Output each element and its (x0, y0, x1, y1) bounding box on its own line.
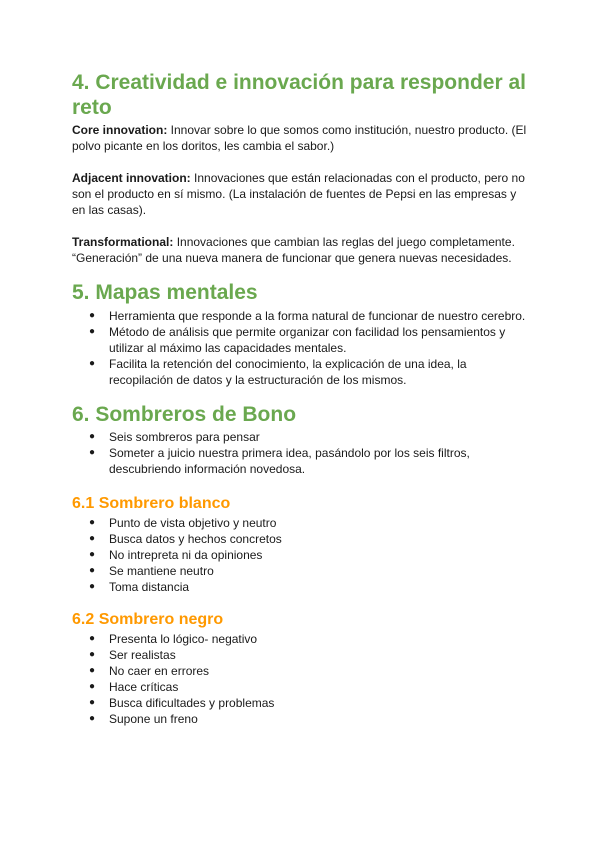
list-item: ● Hace críticas (89, 680, 179, 694)
list-item: ● No intrepreta ni da opiniones (89, 548, 263, 562)
adjacent-innovation-term: Adjacent innovation: (72, 171, 191, 185)
bullet-icon: ● (89, 517, 96, 528)
list-item: ● Busca datos y hechos concretos (89, 532, 282, 546)
section-6-2-title: 6.2 Sombrero negro (72, 611, 224, 628)
list-item: ● Ser realistas (89, 648, 176, 662)
list-item: ● Busca dificultades y problemas (89, 696, 275, 710)
bullet-icon: ● (89, 326, 96, 337)
list-item: ● Facilita la retención del conocimiento, la explicación de una idea, la recopilación de datos y la estructuración de los mismos. (89, 357, 467, 387)
bullet-icon: ● (89, 431, 96, 442)
list-item: ● No caer en errores (89, 664, 210, 678)
bullet-icon: ● (89, 565, 96, 576)
adjacent-innovation-paragraph (72, 170, 532, 218)
section-5-title: 5. Mapas mentales (72, 281, 258, 304)
section-6-2-list (72, 631, 532, 727)
list-item: ● Herramienta que responde a la forma natural de funcionar de nuestro cerebro. (89, 309, 526, 323)
bullet-icon: ● (89, 549, 96, 560)
list-item: ● Toma distancia (89, 580, 190, 594)
section-6-1-title: 6.1 Sombrero blanco (72, 495, 231, 512)
transformational-text: Innovaciones que cambian las reglas del juego completamente. “Generación” de una nueva manera de funcionar que genera nuevas necesidades. (72, 235, 515, 265)
adjacent-innovation-text: Innovaciones que están relacionadas con el producto, pero no son el producto en sí mismo. (La instalación de fuentes de Pepsi en las empresas y en las casas). (72, 171, 525, 217)
core-innovation-paragraph (72, 122, 532, 154)
section-5-list (72, 308, 532, 388)
bullet-icon: ● (89, 633, 96, 644)
bullet-icon: ● (89, 358, 96, 369)
bullet-icon: ● (89, 581, 96, 592)
list-item: ● Seis sombreros para pensar (89, 430, 260, 444)
bullet-icon: ● (89, 665, 96, 676)
bullet-icon: ● (89, 447, 96, 458)
transformational-term: Transformational: (72, 235, 174, 249)
list-item: ● Punto de vista objetivo y neutro (89, 516, 277, 530)
transformational-paragraph (72, 234, 532, 266)
section-4-title: 4. Creatividad e innovación para responder al reto (72, 71, 526, 119)
core-innovation-text: Innovar sobre lo que somos como institución, nuestro producto. (El polvo picante en los doritos, les cambia el sabor.) (72, 123, 527, 153)
bullet-icon: ● (89, 697, 96, 708)
bullet-icon: ● (89, 649, 96, 660)
section-6-1-list (72, 515, 532, 595)
bullet-icon: ● (89, 310, 96, 321)
bullet-icon: ● (89, 681, 96, 692)
section-6-list (72, 429, 532, 477)
bullet-icon: ● (89, 713, 96, 724)
list-item: ● Supone un freno (89, 712, 198, 726)
list-item: ● Someter a juicio nuestra primera idea, pasándolo por los seis filtros, descubriendo información novedosa. (89, 446, 470, 476)
list-item: ● Se mantiene neutro (89, 564, 214, 578)
list-item: ● Presenta lo lógico- negativo (89, 632, 258, 646)
core-innovation-term: Core innovation: (72, 123, 168, 137)
document-page (72, 70, 532, 727)
section-6-title: 6. Sombreros de Bono (72, 403, 297, 426)
list-item: ● Método de análisis que permite organizar con facilidad los pensamientos y utilizar al máximo las capacidades mentales. (89, 325, 506, 355)
bullet-icon: ● (89, 533, 96, 544)
